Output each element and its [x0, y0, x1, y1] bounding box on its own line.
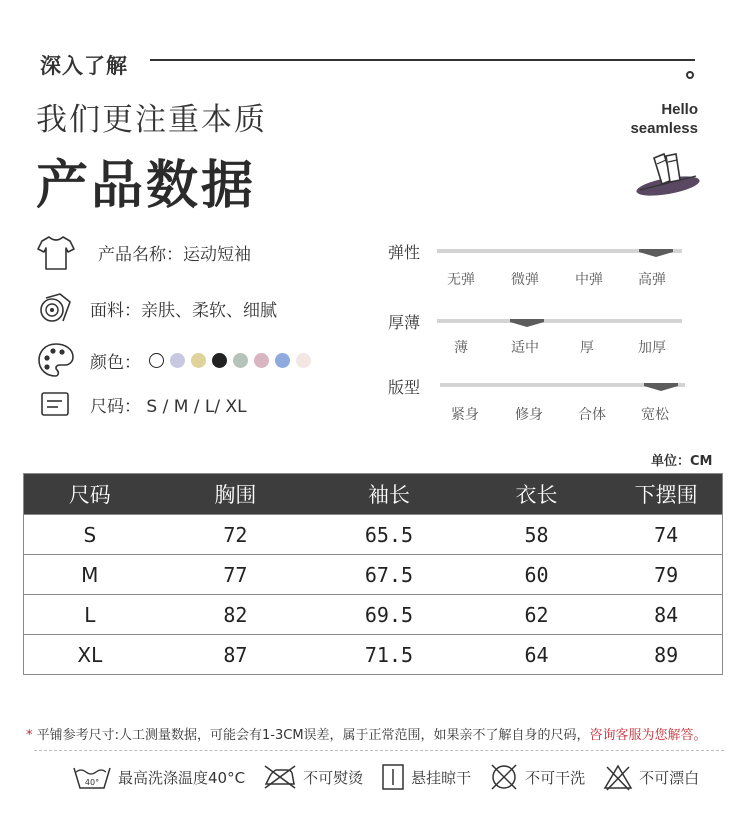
care-iron: [263, 764, 363, 790]
care-dry-clean-text: 不可干洗: [525, 768, 586, 787]
tick-tight: 紧身: [451, 407, 479, 423]
fabric-text: 面料：亲肤、柔软、细腻: [90, 300, 277, 321]
cell-hem: 84: [654, 602, 679, 627]
cell-size: L: [84, 602, 96, 627]
color-label: 颜色：: [90, 352, 141, 373]
tick-moderate: 适中: [511, 340, 539, 356]
header-length: 衣长: [515, 483, 558, 507]
care-hang-text: 悬挂晾干: [411, 768, 472, 787]
size-table: [23, 473, 723, 675]
cell-chest: 77: [223, 562, 248, 587]
page-title: 产品数据: [36, 156, 257, 216]
table-header: [24, 474, 722, 514]
bottom-fade: [0, 790, 750, 834]
cell-sleeve: 69.5: [364, 602, 414, 627]
info-size: [36, 384, 247, 424]
wash-temp-label: 40°: [84, 778, 100, 787]
tick-medium-stretch: 中弹: [575, 272, 603, 288]
no-iron-icon: [263, 764, 297, 790]
page-subtitle: 我们更注重本质: [36, 102, 267, 138]
tick-no-stretch: 无弹: [447, 272, 475, 288]
product-name-text: 产品名称：运动短袖: [98, 244, 251, 265]
thickness-track: [437, 319, 682, 323]
cell-sleeve: 67.5: [364, 562, 414, 587]
care-iron-text: 不可熨烫: [303, 768, 364, 787]
scale-label-elasticity: 弹性: [388, 243, 421, 262]
care-hang: [381, 763, 471, 791]
color-swatch: [149, 353, 164, 368]
hello-tagline: [600, 100, 698, 138]
no-dry-clean-icon: [489, 762, 519, 792]
tick-slight-stretch: 微弹: [511, 272, 539, 288]
color-swatch: [233, 353, 248, 368]
cell-length: 62: [524, 602, 549, 627]
hang-dry-icon: [381, 763, 405, 791]
cell-size: XL: [77, 642, 103, 667]
tick-loose: 宽松: [641, 407, 669, 423]
color-swatch-list: [149, 353, 317, 368]
tick-slim: 修身: [515, 407, 543, 423]
info-fabric: [36, 288, 277, 328]
cell-chest: 72: [223, 522, 248, 547]
care-bleach-text: 不可漂白: [639, 768, 700, 787]
cell-length: 64: [524, 642, 549, 667]
header-hem: 下摆围: [634, 483, 698, 507]
note-contact-service: 咨询客服为您解答。: [589, 728, 707, 743]
cell-hem: 79: [654, 562, 679, 587]
tick-high-stretch: 高弹: [638, 272, 666, 288]
care-instructions: [72, 762, 717, 792]
no-bleach-icon: [603, 763, 633, 791]
unit-label: 单位：CM: [651, 454, 713, 469]
table-row: [24, 514, 722, 554]
fit-marker: [644, 383, 678, 391]
scale-label-thickness: 厚薄: [388, 313, 421, 332]
tick-regular: 合体: [578, 407, 606, 423]
note-divider: [34, 750, 724, 751]
cell-size: S: [83, 522, 97, 547]
tick-thin: 薄: [454, 340, 468, 356]
color-swatch: [254, 353, 269, 368]
header-divider: [150, 59, 695, 61]
cell-size: M: [81, 562, 99, 587]
color-swatch: [296, 353, 311, 368]
header-chest: 胸围: [214, 483, 257, 507]
cell-hem: 74: [654, 522, 679, 547]
scale-label-fit: 版型: [388, 378, 421, 397]
cell-length: 60: [524, 562, 549, 587]
header-sleeve: 袖长: [367, 483, 410, 507]
header-size: 尺码: [68, 483, 111, 507]
hello-line-2: seamless: [630, 120, 698, 137]
color-swatch: [191, 353, 206, 368]
size-text: 尺码： S / M / L/ XL: [90, 396, 247, 417]
info-colors: [36, 340, 317, 380]
color-swatch: [170, 353, 185, 368]
palette-icon: [36, 340, 76, 380]
divider-end-dot: [686, 71, 694, 79]
cell-length: 58: [524, 522, 549, 547]
care-bleach: [603, 763, 699, 791]
section-kicker: 深入了解: [40, 54, 128, 78]
decorative-pens-icon: [634, 150, 704, 202]
info-product-name: [36, 232, 251, 272]
color-swatch: [275, 353, 290, 368]
care-wash-text: 最高洗涤温度40°C: [118, 768, 246, 787]
table-row: [24, 634, 722, 674]
size-tag-icon: [36, 384, 76, 424]
cell-chest: 82: [223, 602, 248, 627]
care-dry-clean: [489, 762, 585, 792]
tick-extra-thick: 加厚: [638, 340, 666, 356]
tick-thick: 厚: [580, 340, 594, 356]
cell-sleeve: 71.5: [364, 642, 414, 667]
table-row: [24, 594, 722, 634]
wash-tub-icon: [72, 764, 112, 790]
thickness-marker: [510, 319, 544, 327]
measurement-note: [26, 724, 707, 743]
table-row: [24, 554, 722, 594]
tshirt-icon: [36, 232, 76, 272]
hello-line-1: Hello: [661, 101, 698, 118]
care-wash: [72, 764, 245, 790]
note-text: 平铺参考尺寸:人工测量数据，可能会有1-3CM误差，属于正常范围，如果亲不了解自身的尺码，: [32, 728, 590, 743]
cell-sleeve: 65.5: [364, 522, 414, 547]
note-asterisk: *: [26, 728, 33, 743]
elasticity-marker: [639, 249, 673, 257]
cell-hem: 89: [654, 642, 679, 667]
cell-chest: 87: [223, 642, 248, 667]
fabric-roll-icon: [36, 288, 76, 328]
color-swatch: [212, 353, 227, 368]
